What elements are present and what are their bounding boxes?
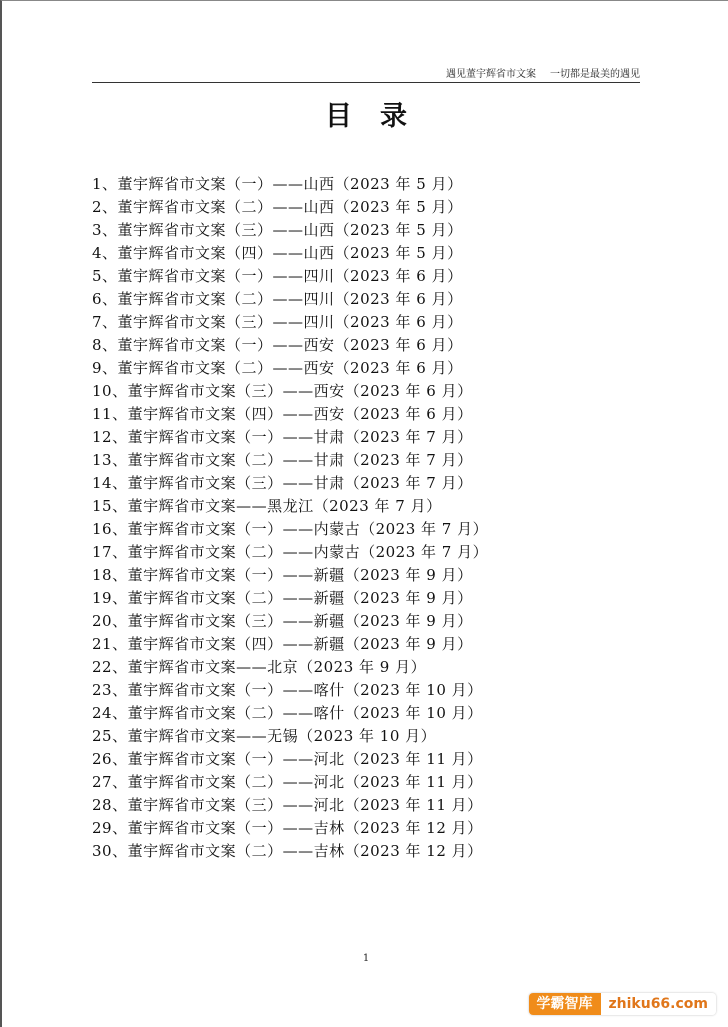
toc-entry[interactable]: 23、董宇辉省市文案（一）——喀什（2023 年 10 月） [92,681,483,699]
toc-entry[interactable]: 28、董宇辉省市文案（三）——河北（2023 年 11 月） [92,796,483,814]
toc-entry[interactable]: 1、董宇辉省市文案（一）——山西（2023 年 5 月） [92,175,463,193]
toc-entry[interactable]: 26、董宇辉省市文案（一）——河北（2023 年 11 月） [92,750,483,768]
table-of-contents [92,173,652,863]
page-number: 1 [362,953,370,964]
toc-entry[interactable]: 19、董宇辉省市文案（二）——新疆（2023 年 9 月） [92,589,473,607]
toc-entry[interactable]: 7、董宇辉省市文案（三）——四川（2023 年 6 月） [92,313,463,331]
site-watermark [529,993,717,1015]
toc-entry[interactable]: 3、董宇辉省市文案（三）——山西（2023 年 5 月） [92,221,463,239]
toc-entry[interactable]: 4、董宇辉省市文案（四）——山西（2023 年 5 月） [92,244,463,262]
toc-entry[interactable]: 5、董宇辉省市文案（一）——四川（2023 年 6 月） [92,267,463,285]
toc-entry[interactable]: 18、董宇辉省市文案（一）——新疆（2023 年 9 月） [92,566,473,584]
toc-entry[interactable]: 6、董宇辉省市文案（二）——四川（2023 年 6 月） [92,290,463,308]
toc-entry[interactable]: 11、董宇辉省市文案（四）——西安（2023 年 6 月） [92,405,473,423]
toc-entry[interactable]: 21、董宇辉省市文案（四）——新疆（2023 年 9 月） [92,635,473,653]
toc-entry[interactable]: 15、董宇辉省市文案——黑龙江（2023 年 7 月） [92,497,442,515]
toc-entry[interactable]: 22、董宇辉省市文案——北京（2023 年 9 月） [92,658,427,676]
toc-entry[interactable]: 17、董宇辉省市文案（二）——内蒙古（2023 年 7 月） [92,543,489,561]
toc-entry[interactable]: 16、董宇辉省市文案（一）——内蒙古（2023 年 7 月） [92,520,489,538]
toc-entry[interactable]: 12、董宇辉省市文案（一）——甘肃（2023 年 7 月） [92,428,473,446]
toc-entry[interactable]: 8、董宇辉省市文案（一）——西安（2023 年 6 月） [92,336,463,354]
toc-entry[interactable]: 25、董宇辉省市文案——无锡（2023 年 10 月） [92,727,437,745]
toc-entry[interactable]: 29、董宇辉省市文案（一）——吉林（2023 年 12 月） [92,819,483,837]
watermark-brand: 学霸智库 [529,993,601,1015]
toc-entry[interactable]: 27、董宇辉省市文案（二）——河北（2023 年 11 月） [92,773,483,791]
toc-entry[interactable]: 14、董宇辉省市文案（三）——甘肃（2023 年 7 月） [92,474,473,492]
toc-entry[interactable]: 13、董宇辉省市文案（二）——甘肃（2023 年 7 月） [92,451,473,469]
running-header [92,69,640,83]
header-right-text: 一切都是最美的遇见 [550,69,640,80]
watermark-site: zhiku66.com [608,996,708,1012]
toc-entry[interactable]: 9、董宇辉省市文案（二）——西安（2023 年 6 月） [92,359,463,377]
header-left-text: 遇见董宇辉省市文案 [446,69,536,80]
toc-entry[interactable]: 24、董宇辉省市文案（二）——喀什（2023 年 10 月） [92,704,483,722]
toc-entry[interactable]: 10、董宇辉省市文案（三）——西安（2023 年 6 月） [92,382,473,400]
toc-entry[interactable]: 20、董宇辉省市文案（三）——新疆（2023 年 9 月） [92,612,473,630]
page-title: 目录 [325,101,435,132]
toc-entry[interactable]: 30、董宇辉省市文案（二）——吉林（2023 年 12 月） [92,842,483,860]
toc-entry[interactable]: 2、董宇辉省市文案（二）——山西（2023 年 5 月） [92,198,463,216]
